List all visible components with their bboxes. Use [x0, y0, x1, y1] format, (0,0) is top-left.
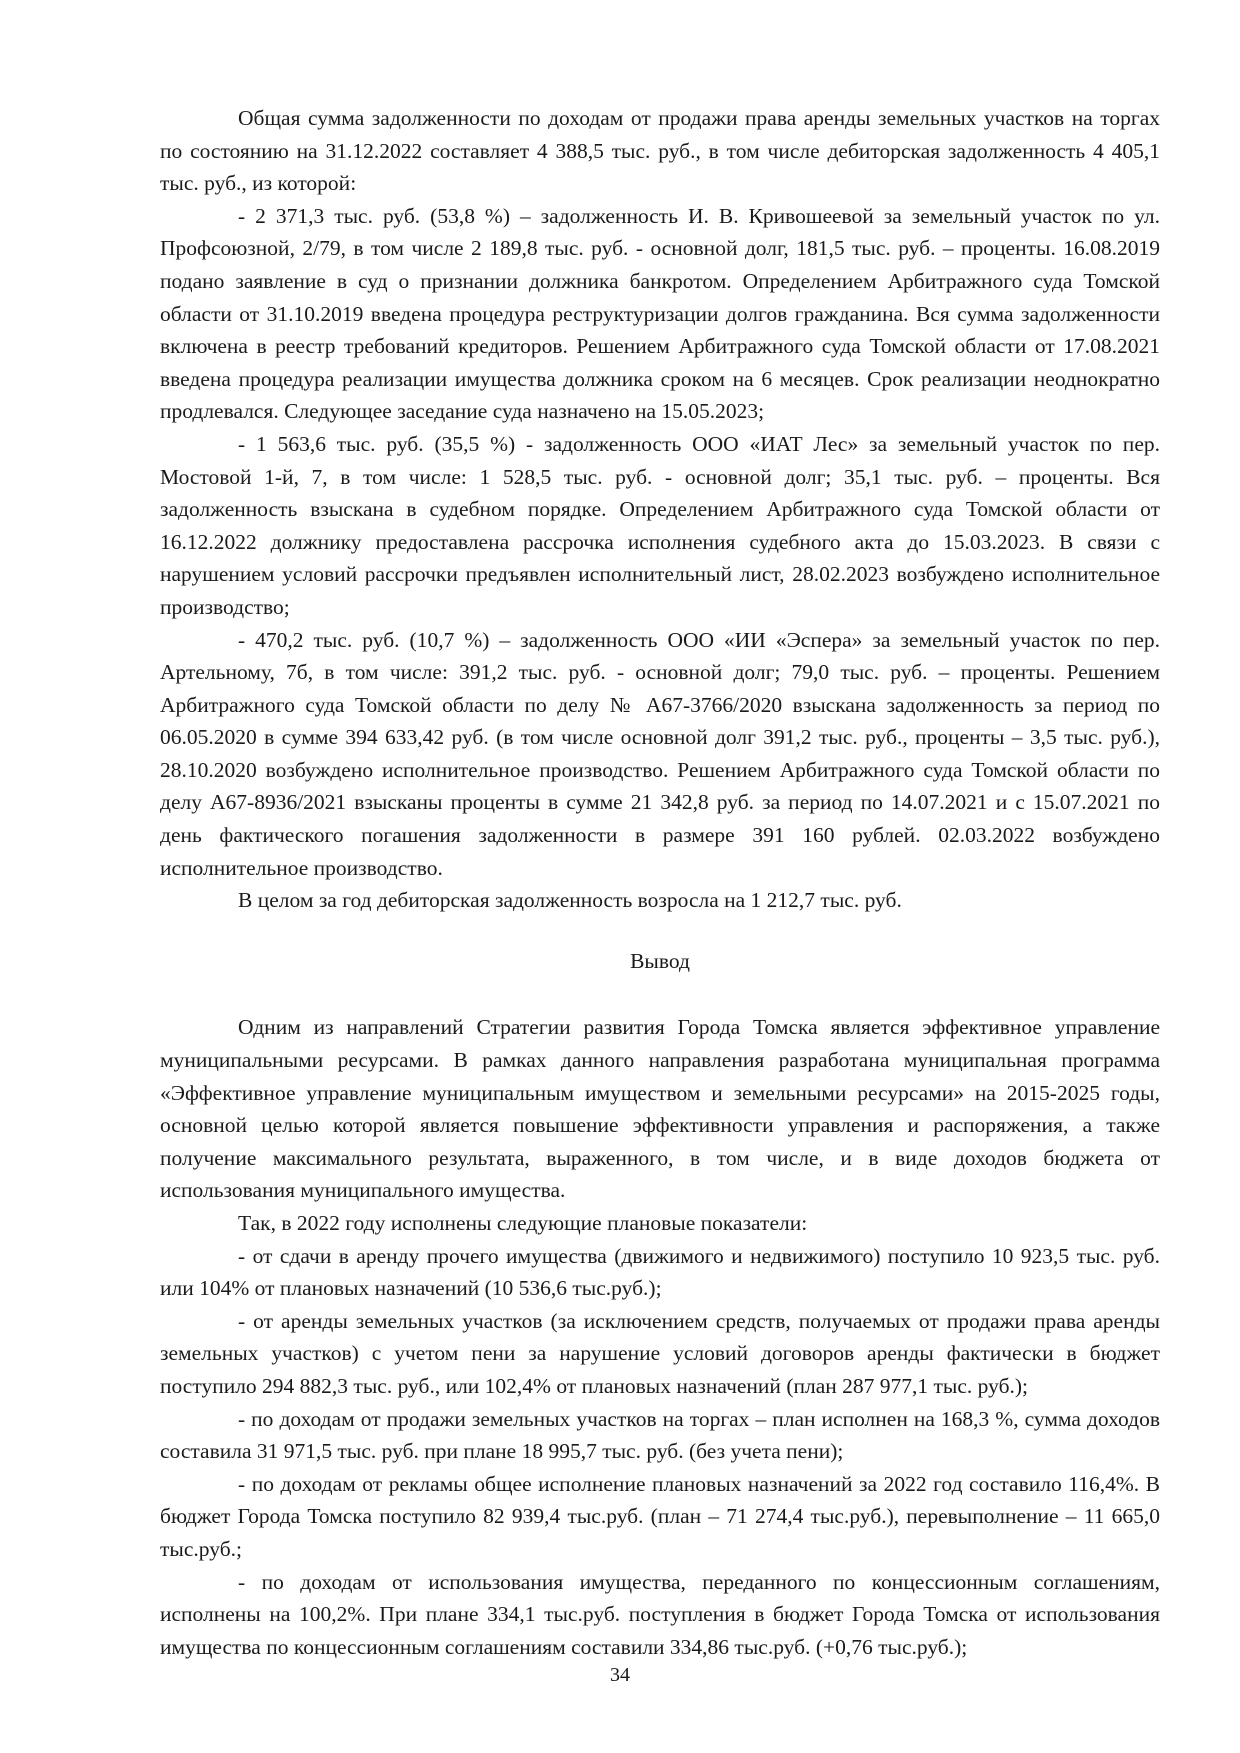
paragraph: - 2 371,3 тыс. руб. (53,8 %) – задолженность И. В. Кривошеевой за земельный участок по ул. Профсоюзной, 2/79, в том числе 2 189,8 тыс. руб. - основной долг, 181,5 тыс. руб. – проценты. 16.08.2019 подано заявление в суд о признании должника банкротом. Определением Арбитражного суда Томской области от 31.10.2019 введена процедура реструктуризации долгов гражданина. Вся сумма задолженности включена в реестр требований кредиторов. Решением Арбитражного суда Томской области от 17.08.2021 введена процедура реализации имущества должника сроком на 6 месяцев. Срок реализации неоднократно продлевался. Следующее заседание суда назначено на 15.05.2023; — [160, 203, 1160, 424]
paragraph: В целом за год дебиторская задолженность возросла на 1 212,7 тыс. руб. — [238, 888, 902, 913]
paragraph: Общая сумма задолженности по доходам от продажи права аренды земельных участков на торгах по состоянию на 31.12.2022 составляет 4 388,5 тыс. руб., в том числе дебиторская задолженность 4 405,1 тыс. руб., из которой: — [160, 106, 1160, 196]
paragraph: Одним из направлений Стратегии развития Города Томска является эффективное управление муниципальными ресурсами. В рамках данного направления разработана муниципальная программа «Эффективное управление муниципальным имуществом и земельными ресурсами» на 2015-2025 годы, основной целью которой является повышение эффективности управления и распоряжения, а также получение максимального результата, выраженного, в том числе, и в виде доходов бюджета от использования муниципального имущества. — [160, 1015, 1160, 1203]
document-page — [160, 102, 1160, 1663]
paragraph: - по доходам от продажи земельных участков на торгах – план исполнен на 168,3 %, сумма доходов составила 31 971,5 тыс. руб. при плане 18 995,7 тыс. руб. (без учета пени); — [160, 1406, 1160, 1464]
paragraph: - от сдачи в аренду прочего имущества (движимого и недвижимого) поступило 10 923,5 тыс. руб. или 104% от плановых назначений (10 536,6 тыс.руб.); — [160, 1243, 1160, 1301]
paragraph: - по доходам от использования имущества, переданного по концессионным соглашениям, исполнены на 100,2%. При плане 334,1 тыс.руб. поступления в бюджет Города Томска от использования имущества по концессионным соглашениям составили 334,86 тыс.руб. (+0,76 тыс.руб.); — [160, 1569, 1160, 1659]
paragraph: - от аренды земельных участков (за исключением средств, получаемых от продажи права аренды земельных участков) с учетом пени за нарушение условий договоров аренды фактически в бюджет поступило 294 882,3 тыс. руб., или 102,4% от плановых назначений (план 287 977,1 тыс. руб.); — [160, 1308, 1160, 1398]
paragraph: - 470,2 тыс. руб. (10,7 %) – задолженность ООО «ИИ «Эспера» за земельный участок по пер. Артельному, 7б, в том числе: 391,2 тыс. руб. - основной долг; 79,0 тыс. руб. – проценты. Решением Арбитражного суда Томской области по делу № А67-3766/2020 взыскана задолженность за период по 06.05.2020 в сумме 394 633,42 руб. (в том числе основной долг 391,2 тыс. руб., проценты – 3,5 тыс. руб.), 28.10.2020 возбуждено исполнительное производство. Решением Арбитражного суда Томской области по делу А67-8936/2021 взысканы проценты в сумме 21 342,8 руб. за период по 14.07.2021 и с 15.07.2021 по день фактического погашения задолженности в размере 391 160 рублей. 02.03.2022 возбуждено исполнительное производство. — [160, 627, 1160, 880]
paragraph: - 1 563,6 тыс. руб. (35,5 %) - задолженность ООО «ИАТ Лес» за земельный участок по пер. Мостовой 1-й, 7, в том числе: 1 528,5 тыс. руб. - основной долг; 35,1 тыс. руб. – проценты. Вся задолженность взыскана в судебном порядке. Определением Арбитражного суда Томской области от 16.12.2022 должнику предоставлена рассрочка исполнения судебного акта до 15.03.2023. В связи с нарушением условий рассрочки предъявлен исполнительный лист, 28.02.2023 возбуждено исполнительное производство; — [160, 431, 1160, 619]
section-heading: Вывод — [630, 948, 690, 973]
page-number: 34 — [610, 1664, 630, 1686]
paragraph: Так, в 2022 году исполнены следующие плановые показатели: — [238, 1211, 808, 1235]
paragraph: - по доходам от рекламы общее исполнение плановых назначений за 2022 год составило 116,4%. В бюджет Города Томска поступило 82 939,4 тыс.руб. (план – 71 274,4 тыс.руб.), перевыполнение – 11 665,0 тыс.руб.; — [160, 1471, 1160, 1561]
